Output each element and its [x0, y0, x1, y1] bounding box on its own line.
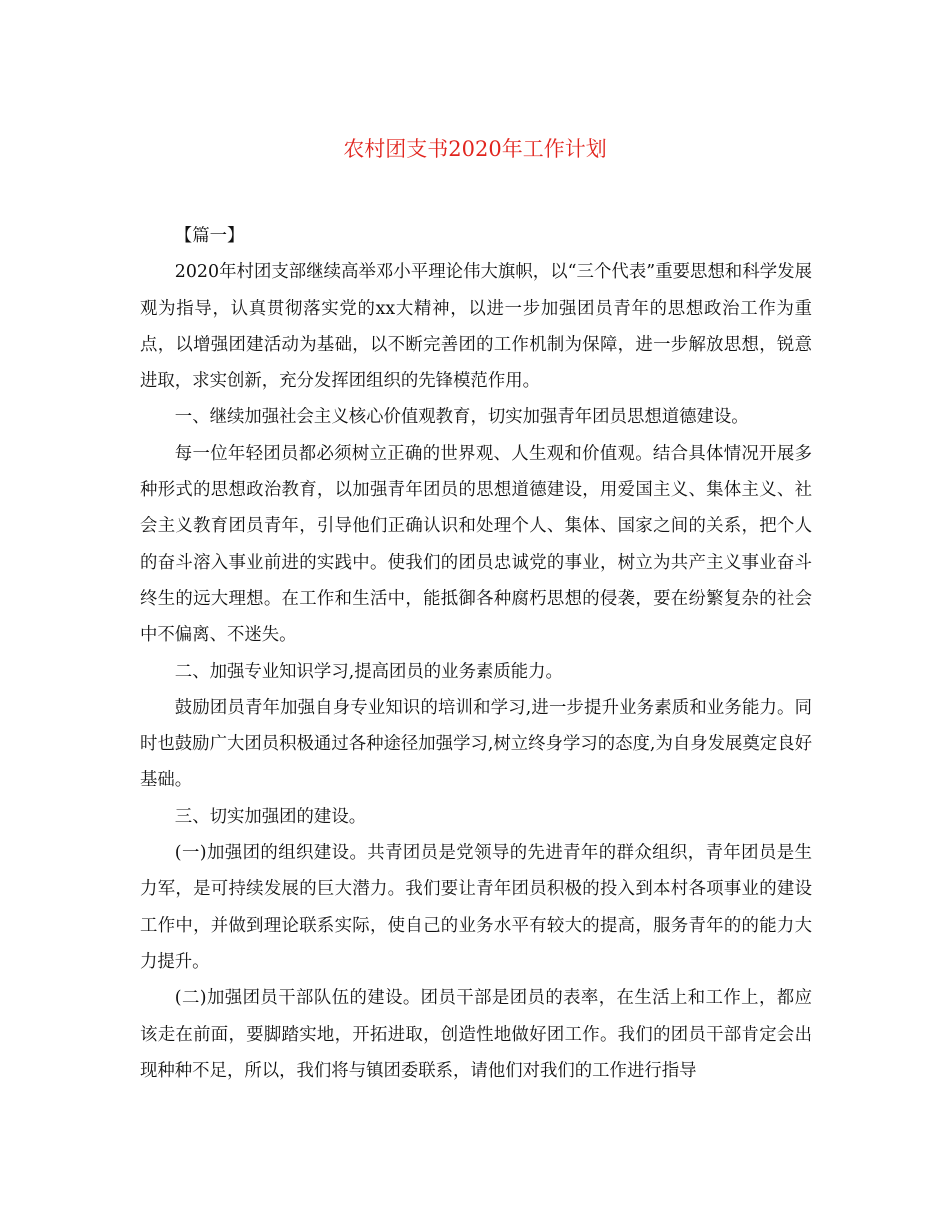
intro-paragraph: 2020年村团支部继续高举邓小平理论伟大旗帜，以“三个代表”重要思想和科学发展观为指导，认真贯彻落实党的xx大精神，以进一步加强团员青年的思想政治工作为重点，以增强团建活动为基础，以不断完善团的工作机制为保障，进一步解放思想，锐意进取，求实创新，充分发挥团组织的先锋模范作用。 [140, 262, 812, 392]
section-label: 【篇一】 [174, 226, 245, 246]
page-title: 农村团支书2020年工作计划 [343, 137, 607, 161]
paragraph-three-a: (一)加强团的组织建设。共青团员是党领导的先进青年的群众组织，青年团员是生力军，是可持续发展的巨大潜力。我们要让青年团员积极的投入到本村各项事业的建设工作中，并做到理论联系实际，使自己的业务水平有较大的提高，服务青年的的能力大力提升。 [140, 843, 812, 972]
document-body [140, 218, 812, 1089]
paragraph-two: 鼓励团员青年加强自身专业知识的培训和学习,进一步提升业务素质和业务能力。同时也鼓励广大团员积极通过各种途径加强学习,树立终身学习的态度,为自身发展奠定良好基础。 [140, 697, 812, 791]
heading-two: 二、加强专业知识学习,提高团员的业务素质能力。 [174, 661, 563, 682]
heading-one: 一、继续加强社会主义核心价值观教育，切实加强青年团员思想道德建设。 [174, 407, 749, 428]
paragraph-three-b: (二)加强团员干部队伍的建设。团员干部是团员的表率，在生活上和工作上，都应该走在前面，要脚踏实地，开拓进取，创造性地做好团工作。我们的团员干部肯定会出现种种不足，所以，我们将与镇团委联系，请他们对我们的工作进行指导 [140, 988, 812, 1081]
heading-three: 三、切实加强团的建设。 [174, 806, 367, 827]
paragraph-one: 每一位年轻团员都必须树立正确的世界观、人生观和价值观。结合具体情况开展多种形式的思想政治教育，以加强青年团员的思想道德建设，用爱国主义、集体主义、社会主义教育团员青年，引导他们正确认识和处理个人、集体、国家之间的关系，把个人的奋斗溶入事业前进的实践中。使我们的团员忠诚党的事业，树立为共产主义事业奋斗终生的远大理想。在工作和生活中，能抵御各种腐朽思想的侵袭，要在纷繁复杂的社会中不偏离、不迷失。 [140, 443, 812, 646]
